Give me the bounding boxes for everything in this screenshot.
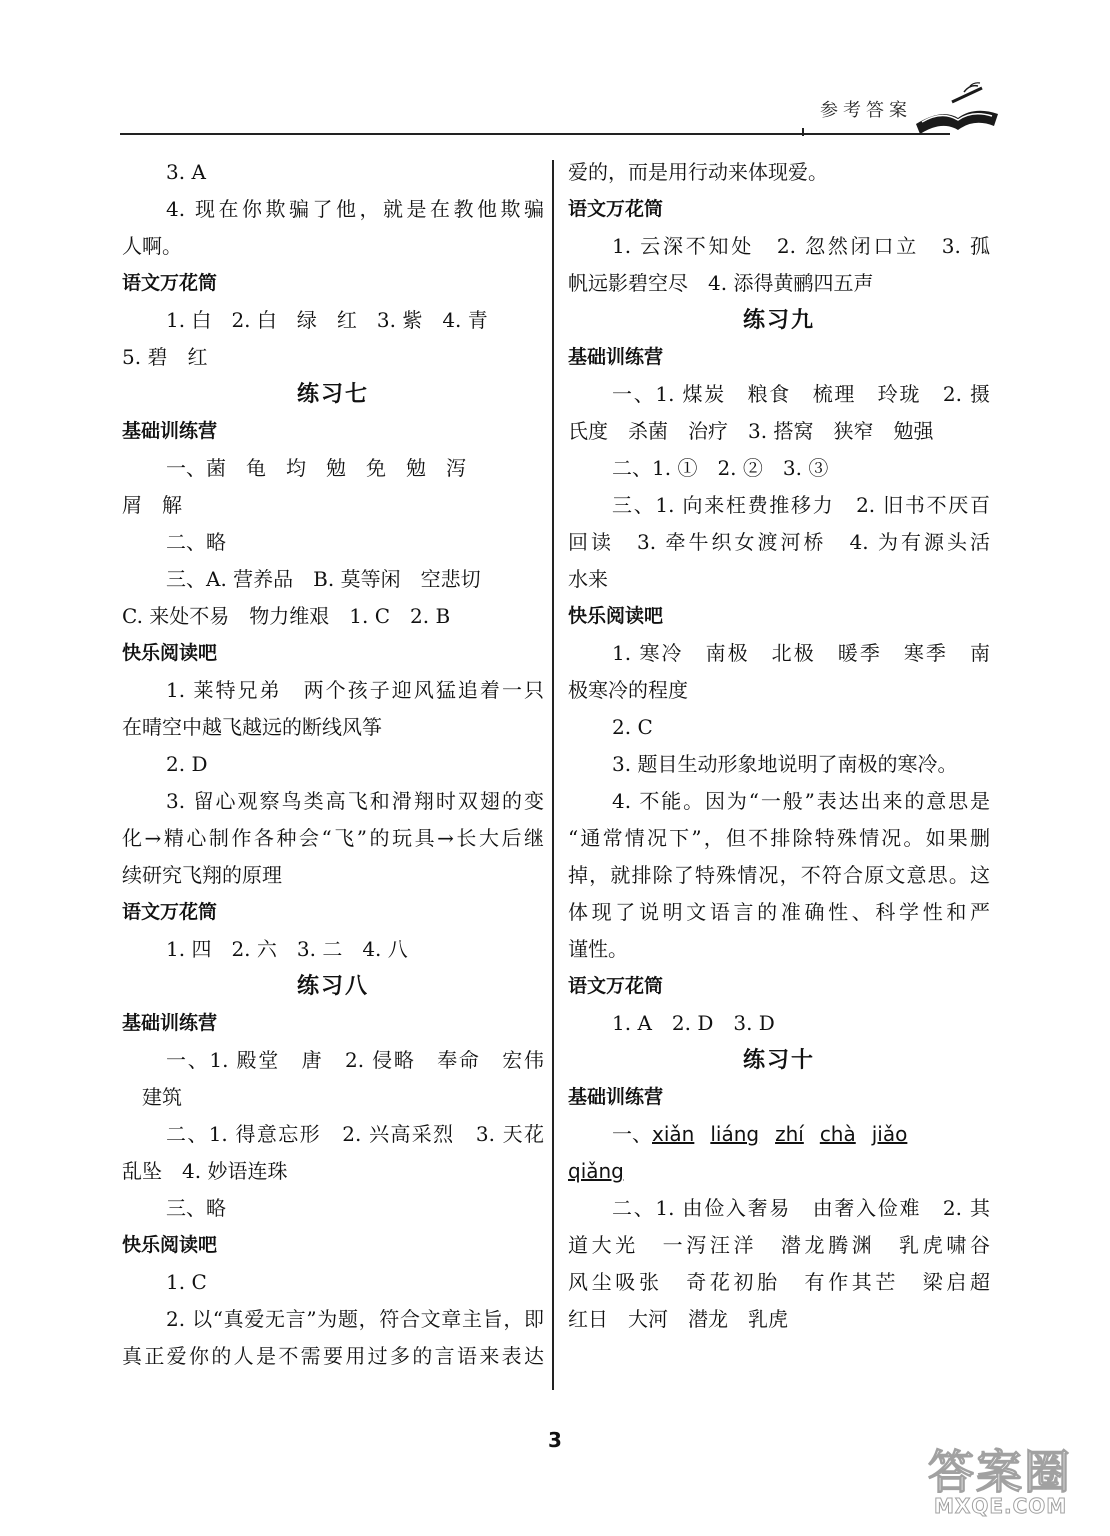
watermark-url: MXQE.COM: [934, 1494, 1068, 1518]
text-line: 红日 大河 潜龙 乳虎: [568, 1307, 788, 1331]
section-heading: 快乐阅读吧: [568, 605, 664, 627]
text-line: 1. 四 2. 六 3. 二 4. 八: [166, 937, 408, 961]
text-line: 三、A. 营养品 B. 莫等闲 空悲切: [166, 567, 481, 591]
section-heading: 基础训练营: [568, 1086, 664, 1108]
exercise-title: 练习八: [296, 974, 369, 999]
text-line: 1. 寒冷 南极 北极 暖季 寒季 南: [612, 641, 990, 665]
text-line: 在晴空中越飞越远的断线风筝: [122, 715, 382, 739]
text-line: 2. C: [612, 715, 653, 739]
pinyin-word: liáng: [710, 1122, 760, 1146]
section-heading: 基础训练营: [568, 346, 664, 368]
section-heading: 基础训练营: [122, 420, 218, 442]
text-line: 回读 3. 牵牛织女渡河桥 4. 为有源头活: [568, 530, 990, 554]
text-line: 2. 以“真爱无言”为题，符合文章主旨，即: [166, 1307, 544, 1331]
column-divider: [552, 160, 554, 1390]
text-line: 4. 不能。因为“一般”表达出来的意思是: [612, 789, 990, 813]
section-heading: 基础训练营: [122, 1012, 218, 1034]
section-heading: 语文万花筒: [122, 272, 218, 294]
exercise-title: 练习七: [296, 382, 369, 407]
pinyin-prefix: 一、: [612, 1122, 652, 1146]
watermark-logo-text: 答案圈: [928, 1445, 1072, 1499]
text-line: 2. D: [166, 752, 208, 776]
text-line: 3. 题目生动形象地说明了南极的寒冷。: [612, 752, 958, 776]
section-heading: 快乐阅读吧: [122, 642, 218, 664]
pinyin-line: [568, 1116, 990, 1153]
text-line: 风尘吸张 奇花初胎 有作其芒 梁启超: [568, 1270, 990, 1294]
text-line: 1. 莱特兄弟 两个孩子迎风猛追着一只: [166, 678, 544, 702]
pinyin-word: xiǎn: [652, 1122, 695, 1146]
text-line: 一、菌 龟 均 勉 免 勉 泻: [166, 456, 466, 480]
text-line: 人啊。: [122, 234, 182, 258]
pinyin-word: jiǎo: [871, 1122, 908, 1146]
exercise-title: 练习九: [742, 308, 815, 333]
text-line: 1. C: [166, 1270, 207, 1294]
text-line: 道大光 一泻汪洋 潜龙腾渊 乳虎啸谷: [568, 1233, 990, 1257]
text-line: C. 来处不易 物力维艰 1. C 2. B: [122, 604, 451, 628]
pinyin-word: qiǎng: [568, 1159, 624, 1183]
text-line: 5. 碧 红: [122, 345, 208, 369]
section-heading: 快乐阅读吧: [122, 1234, 218, 1256]
text-line: 一、1. 殿堂 唐 2. 侵略 奉命 宏伟: [166, 1048, 544, 1072]
text-line: 水来: [568, 567, 608, 591]
text-line: 谨性。: [568, 937, 628, 961]
text-line: 三、1. 向来枉费推移力 2. 旧书不厌百: [612, 493, 990, 517]
text-line: 真正爱你的人是不需要用过多的言语来表达: [122, 1344, 544, 1368]
text-line: 3. 留心观察鸟类高飞和滑翔时双翅的变: [166, 789, 544, 813]
left-column: [122, 154, 544, 1375]
header-rule: [120, 133, 950, 135]
text-line: 3. A: [166, 160, 206, 184]
text-line: 氏度 杀菌 治疗 3. 搭窝 狭窄 勉强: [568, 419, 934, 443]
text-line: 掉，就排除了特殊情况，不符合原文意思。这: [568, 863, 990, 887]
text-line: 二、1. 由俭入奢易 由奢入俭难 2. 其: [612, 1196, 990, 1220]
text-line: 1. 云深不知处 2. 忽然闭口立 3. 孤: [612, 234, 990, 258]
text-line: 建筑: [122, 1085, 182, 1109]
text-line: 乱坠 4. 妙语连珠: [122, 1159, 288, 1183]
text-line: 1. A 2. D 3. D: [612, 1011, 775, 1035]
exercise-title: 练习十: [742, 1048, 815, 1073]
pinyin-word: zhí: [775, 1122, 804, 1146]
text-line: 一、1. 煤炭 粮食 梳理 玲珑 2. 摄: [612, 382, 990, 406]
section-heading: 语文万花筒: [568, 975, 664, 997]
text-line: 屑 解: [122, 493, 182, 517]
watermark: [928, 1436, 1098, 1532]
text-line: 极寒冷的程度: [568, 678, 688, 702]
text-line: 帆远影碧空尽 4. 添得黄鹂四五声: [568, 271, 874, 295]
section-heading: 语文万花筒: [122, 901, 218, 923]
right-column: [568, 154, 990, 1338]
text-line: 体现了说明文语言的准确性、科学性和严: [568, 900, 990, 924]
page-number: 3: [548, 1428, 562, 1452]
text-line: 二、略: [166, 530, 226, 554]
section-heading: 语文万花筒: [568, 198, 664, 220]
text-line: 爱的，而是用行动来体现爱。: [568, 160, 828, 184]
page-header: [120, 70, 1000, 140]
text-line: 二、1. ① 2. ② 3. ③: [612, 456, 829, 480]
pinyin-line: [568, 1153, 990, 1190]
text-line: 4. 现在你欺骗了他，就是在教他欺骗: [166, 197, 544, 221]
pinyin-word: chà: [819, 1122, 856, 1146]
text-line: 1. 白 2. 白 绿 红 3. 紫 4. 青: [166, 308, 488, 332]
text-line: 三、略: [166, 1196, 226, 1220]
text-line: “通常情况下”，但不排除特殊情况。如果删: [568, 826, 990, 850]
book-icon: [912, 78, 1002, 136]
text-line: 化→精心制作各种会“飞”的玩具→长大后继: [122, 826, 544, 850]
text-line: 续研究飞翔的原理: [122, 863, 282, 887]
header-label: 参考答案: [820, 100, 912, 121]
text-line: 二、1. 得意忘形 2. 兴高采烈 3. 天花: [166, 1122, 544, 1146]
